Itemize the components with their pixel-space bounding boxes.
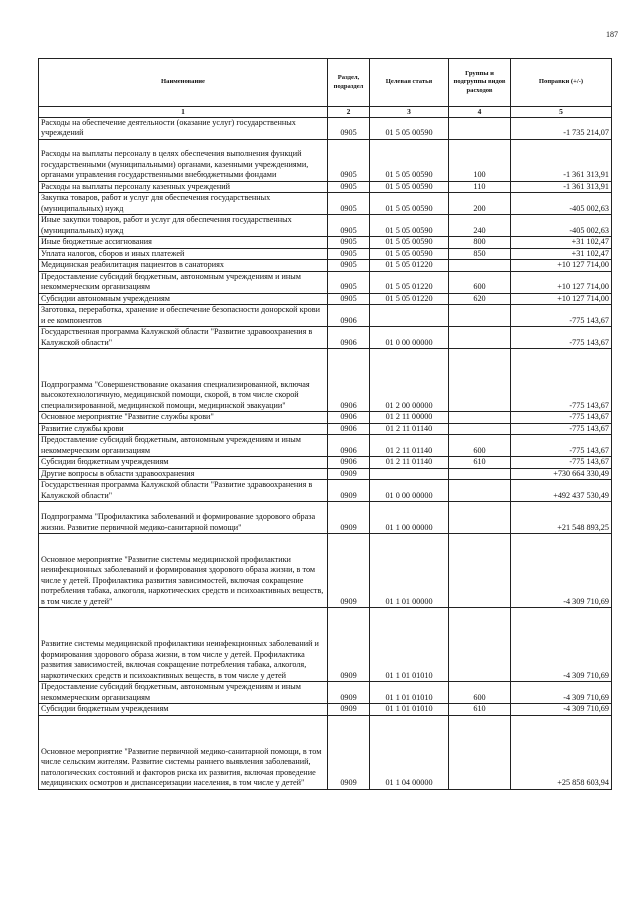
column-number: 5 [511, 107, 612, 118]
cell-amount: -1 361 313,91 [511, 139, 612, 181]
cell-section: 0905 [328, 237, 370, 249]
table-row [39, 468, 612, 480]
page-number: 187 [606, 30, 618, 39]
header-amount: Поправки (+/-) [511, 59, 612, 107]
cell-section: 0909 [328, 480, 370, 502]
table-row [39, 139, 612, 181]
cell-group: 800 [449, 237, 511, 249]
cell-name: Основное мероприятие "Развитие первичной медико-санитарной помощи, в том числе сельским жителям. Развитие системы раннего выявления заболеваний, патологических состояний и факторов риска их развития, включая проведение медицинских осмотров и диспансеризации населения, в том числе у детей" [39, 715, 328, 789]
column-number: 1 [39, 107, 328, 118]
header-row [39, 59, 612, 107]
cell-amount: +10 127 714,00 [511, 271, 612, 293]
cell-group: 850 [449, 248, 511, 260]
cell-section: 0909 [328, 534, 370, 608]
cell-target: 01 5 05 01220 [370, 271, 449, 293]
cell-section: 0905 [328, 193, 370, 215]
cell-section: 0905 [328, 139, 370, 181]
cell-name: Подпрограмма "Профилактика заболеваний и формирование здорового образа жизни. Развитие первичной медико-санитарной помощи" [39, 502, 328, 534]
cell-section: 0906 [328, 349, 370, 412]
cell-name: Основное мероприятие "Развитие системы медицинской профилактики неинфекционных заболеваний и формирования здорового образа жизни, в том числе у детей. Профилактика развития зависимостей, включая сокращение потребления табака, алкоголя, наркотических средств и психоактивных веществ, в том числе у детей" [39, 534, 328, 608]
table-row [39, 608, 612, 682]
table-row [39, 237, 612, 249]
cell-target: 01 1 00 00000 [370, 502, 449, 534]
column-number: 4 [449, 107, 511, 118]
cell-amount: +21 548 893,25 [511, 502, 612, 534]
cell-amount: -775 143,67 [511, 305, 612, 327]
cell-amount: +730 664 330,49 [511, 468, 612, 480]
cell-target [370, 468, 449, 480]
cell-target [370, 305, 449, 327]
cell-target: 01 1 01 01010 [370, 682, 449, 704]
cell-amount: -775 143,67 [511, 435, 612, 457]
table-row [39, 704, 612, 716]
cell-name: Государственная программа Калужской области "Развитие здравоохранения в Калужской области" [39, 327, 328, 349]
cell-target: 01 5 05 00590 [370, 193, 449, 215]
cell-target: 01 2 11 01140 [370, 423, 449, 435]
column-number: 3 [370, 107, 449, 118]
cell-name: Основное мероприятие "Развитие службы крови" [39, 412, 328, 424]
cell-name: Заготовка, переработка, хранение и обеспечение безопасности донорской крови и ее компонентов [39, 305, 328, 327]
table-row [39, 193, 612, 215]
cell-group: 600 [449, 682, 511, 704]
cell-group [449, 480, 511, 502]
table-body [39, 117, 612, 789]
cell-name: Подпрограмма "Совершенствование оказания специализированной, включая высокотехнологичную, медицинской помощи, скорой, в том числе скорой специализированной, медицинской помощи, медицинской эвакуации" [39, 349, 328, 412]
cell-target: 01 2 11 00000 [370, 412, 449, 424]
cell-group [449, 349, 511, 412]
cell-group [449, 608, 511, 682]
cell-group: 110 [449, 181, 511, 193]
cell-group: 600 [449, 435, 511, 457]
table-row [39, 457, 612, 469]
table-row [39, 480, 612, 502]
table-row [39, 534, 612, 608]
cell-group [449, 117, 511, 139]
cell-section: 0905 [328, 248, 370, 260]
cell-section: 0909 [328, 682, 370, 704]
table-row [39, 423, 612, 435]
cell-name: Государственная программа Калужской области "Развитие здравоохранения в Калужской области" [39, 480, 328, 502]
cell-group: 620 [449, 293, 511, 305]
header-name: Наименование [39, 59, 328, 107]
cell-name: Иные бюджетные ассигнования [39, 237, 328, 249]
cell-group: 100 [449, 139, 511, 181]
cell-name: Расходы на выплаты персоналу в целях обеспечения выполнения функций государственными (муниципальными) органами, казенными учреждениями, органами управления государственными внебюджетными фондами [39, 139, 328, 181]
cell-target: 01 0 00 00000 [370, 480, 449, 502]
header-target: Целевая статья [370, 59, 449, 107]
cell-name: Иные закупки товаров, работ и услуг для обеспечения государственных (муниципальных) нужд [39, 215, 328, 237]
table-row [39, 248, 612, 260]
cell-section: 0906 [328, 327, 370, 349]
cell-amount: -405 002,63 [511, 215, 612, 237]
cell-section: 0906 [328, 305, 370, 327]
cell-section: 0909 [328, 502, 370, 534]
cell-group: 610 [449, 704, 511, 716]
cell-amount: +31 102,47 [511, 237, 612, 249]
cell-amount: +492 437 530,49 [511, 480, 612, 502]
cell-name: Закупка товаров, работ и услуг для обеспечения государственных (муниципальных) нужд [39, 193, 328, 215]
table-row [39, 327, 612, 349]
cell-target: 01 2 11 01140 [370, 435, 449, 457]
cell-target: 01 1 01 01010 [370, 608, 449, 682]
cell-section: 0905 [328, 117, 370, 139]
table-row [39, 435, 612, 457]
cell-target: 01 2 00 00000 [370, 349, 449, 412]
cell-group [449, 423, 511, 435]
cell-section: 0906 [328, 457, 370, 469]
cell-section: 0909 [328, 468, 370, 480]
table-row [39, 502, 612, 534]
cell-amount: -4 309 710,69 [511, 682, 612, 704]
cell-name: Предоставление субсидий бюджетным, автономным учреждениям и иным некоммерческим организациям [39, 435, 328, 457]
cell-section: 0905 [328, 181, 370, 193]
cell-target: 01 5 05 00590 [370, 237, 449, 249]
cell-name: Развитие системы медицинской профилактики неинфекционных заболеваний и формирования здорового образа жизни, в том числе у детей. Профилактика развития зависимостей, включая сокращение потребления табака, алкоголя, наркотических средств и психоактивных веществ, в том числе у детей [39, 608, 328, 682]
cell-section: 0905 [328, 215, 370, 237]
cell-group [449, 468, 511, 480]
cell-section: 0905 [328, 260, 370, 272]
cell-group [449, 260, 511, 272]
cell-target: 01 0 00 00000 [370, 327, 449, 349]
cell-target: 01 1 01 01010 [370, 704, 449, 716]
cell-amount: -1 361 313,91 [511, 181, 612, 193]
cell-group: 200 [449, 193, 511, 215]
cell-amount: +10 127 714,00 [511, 293, 612, 305]
cell-target: 01 5 05 00590 [370, 181, 449, 193]
cell-target: 01 2 11 01140 [370, 457, 449, 469]
cell-name: Субсидии автономным учреждениям [39, 293, 328, 305]
header-section: Раздел, подраздел [328, 59, 370, 107]
cell-amount: -775 143,67 [511, 349, 612, 412]
cell-name: Субсидии бюджетным учреждениям [39, 704, 328, 716]
cell-section: 0906 [328, 435, 370, 457]
cell-name: Субсидии бюджетным учреждениям [39, 457, 328, 469]
cell-target: 01 5 05 00590 [370, 248, 449, 260]
cell-group: 600 [449, 271, 511, 293]
cell-target: 01 5 05 01220 [370, 293, 449, 305]
column-number: 2 [328, 107, 370, 118]
cell-section: 0906 [328, 423, 370, 435]
cell-target: 01 5 05 00590 [370, 215, 449, 237]
budget-amendments-table [38, 58, 612, 790]
cell-group [449, 502, 511, 534]
cell-amount: +31 102,47 [511, 248, 612, 260]
cell-name: Расходы на выплаты персоналу казенных учреждений [39, 181, 328, 193]
cell-section: 0905 [328, 293, 370, 305]
header-group: Группы и подгруппы видов расходов [449, 59, 511, 107]
cell-amount: +25 858 603,94 [511, 715, 612, 789]
cell-amount: -775 143,67 [511, 457, 612, 469]
table-row [39, 293, 612, 305]
table-row [39, 117, 612, 139]
cell-target: 01 5 05 01220 [370, 260, 449, 272]
table-row [39, 260, 612, 272]
cell-group [449, 412, 511, 424]
cell-name: Другие вопросы в области здравоохранения [39, 468, 328, 480]
cell-group [449, 305, 511, 327]
table-row [39, 412, 612, 424]
cell-target: 01 5 05 00590 [370, 139, 449, 181]
cell-group [449, 327, 511, 349]
cell-group [449, 715, 511, 789]
table-row [39, 682, 612, 704]
cell-name: Медицинская реабилитация пациентов в санаториях [39, 260, 328, 272]
cell-group: 240 [449, 215, 511, 237]
cell-section: 0909 [328, 715, 370, 789]
cell-amount: -775 143,67 [511, 327, 612, 349]
cell-name: Развитие службы крови [39, 423, 328, 435]
table-row [39, 349, 612, 412]
cell-amount: -775 143,67 [511, 412, 612, 424]
column-number-row [39, 107, 612, 118]
cell-amount: +10 127 714,00 [511, 260, 612, 272]
cell-amount: -4 309 710,69 [511, 704, 612, 716]
cell-name: Предоставление субсидий бюджетным, автономным учреждениям и иным некоммерческим организациям [39, 682, 328, 704]
table-row [39, 305, 612, 327]
cell-section: 0909 [328, 608, 370, 682]
table-row [39, 215, 612, 237]
table-row [39, 271, 612, 293]
cell-target: 01 5 05 00590 [370, 117, 449, 139]
cell-group: 610 [449, 457, 511, 469]
cell-amount: -1 735 214,07 [511, 117, 612, 139]
cell-amount: -4 309 710,69 [511, 534, 612, 608]
cell-group [449, 534, 511, 608]
cell-amount: -4 309 710,69 [511, 608, 612, 682]
table-row [39, 181, 612, 193]
cell-section: 0905 [328, 271, 370, 293]
cell-target: 01 1 01 00000 [370, 534, 449, 608]
cell-name: Уплата налогов, сборов и иных платежей [39, 248, 328, 260]
cell-section: 0909 [328, 704, 370, 716]
table-row [39, 715, 612, 789]
cell-name: Предоставление субсидий бюджетным, автономным учреждениям и иным некоммерческим организациям [39, 271, 328, 293]
cell-name: Расходы на обеспечение деятельности (оказание услуг) государственных учреждений [39, 117, 328, 139]
cell-amount: -405 002,63 [511, 193, 612, 215]
cell-target: 01 1 04 00000 [370, 715, 449, 789]
cell-section: 0906 [328, 412, 370, 424]
cell-amount: -775 143,67 [511, 423, 612, 435]
